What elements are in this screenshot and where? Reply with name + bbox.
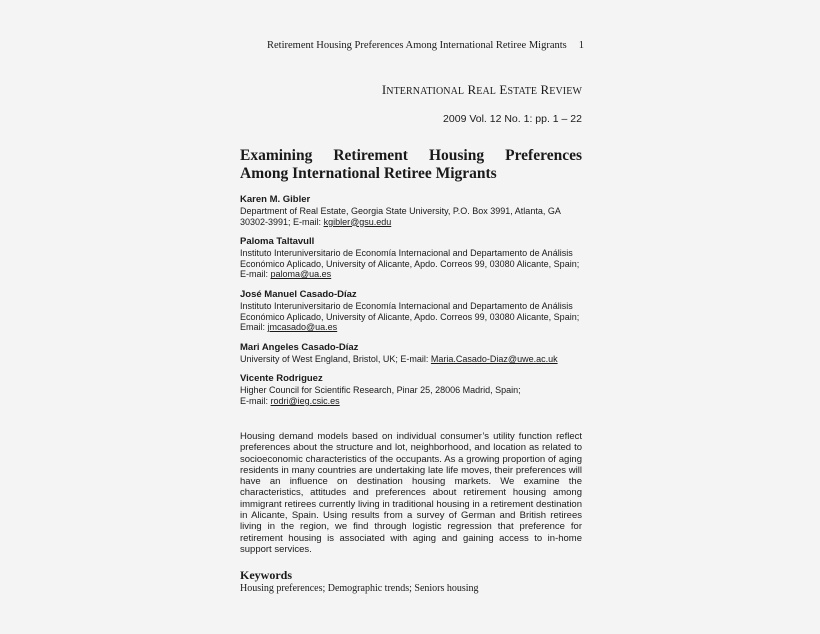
journal-word-1-rest: NTERNATIONAL (386, 86, 465, 97)
author-name: Paloma Taltavull (240, 236, 315, 248)
author-email-link[interactable]: rodri@ieg.csic.es (270, 395, 340, 406)
author-affiliation-line (240, 354, 585, 365)
author-affiliation: 30302-3991; E-mail: (240, 216, 324, 227)
author-affiliation-line (240, 217, 585, 228)
journal-word-4-rest: EVIEW (549, 86, 582, 97)
journal-word-1-initial: I (381, 82, 387, 97)
author-email-link[interactable]: jmcasado@ua.es (267, 322, 338, 333)
journal-word-2-initial: R (467, 82, 477, 97)
abstract: Housing demand models based on individual consumer’s utility function reflect preferences about the structure and lot, neighborhood, and location as related to socioeconomic characteristics of the occupants. As a growing proportion of aging residents in many countries are undertaking late life moves, their preferences will have an influence on destination housing markets. We examine the characteristics, attitudes and preferences about retirement housing among immigrant retirees currently living in traditional housing in a retirement destination in Alicante, Spain. Using results from a survey of German and British retirees living in the region, we find through logistic regression that preference for retirement housing is associated with aging and gaining access to in-home support services. (240, 431, 582, 555)
author-affiliation: Económico Aplicado, University of Alicante, Apdo. Correos 99, 03080 Alicante, Spain; (240, 311, 580, 322)
author-affiliation: E-mail: (240, 269, 271, 280)
author-affiliation: Department of Real Estate, Georgia State University, P.O. Box 3991, Atlanta, GA (240, 206, 561, 216)
author-block (240, 289, 585, 333)
keywords-heading: Keywords (240, 568, 292, 582)
author-affiliation: Económico Aplicado, University of Alicante, Apdo. Correos 99, 03080 Alicante, Spain; (240, 258, 580, 269)
author-block (240, 236, 585, 280)
author-affiliation: University of West England, Bristol, UK; E-mail: (240, 353, 431, 364)
author-list (240, 194, 585, 416)
author-block (240, 373, 585, 406)
keywords-list: Housing preferences; Demographic trends; Seniors housing (240, 583, 479, 594)
running-head (240, 40, 584, 51)
author-email-link[interactable]: paloma@ua.es (270, 269, 332, 280)
author-name: José Manuel Casado-Díaz (240, 288, 357, 300)
page-number: 1 (578, 40, 584, 51)
author-email-link[interactable]: Maria.Casado-Diaz@uwe.ac.uk (430, 353, 558, 364)
journal-word-3-rest: STATE (507, 86, 538, 97)
paper-title (240, 147, 582, 183)
author-block (240, 194, 585, 227)
author-name: Vicente Rodriguez (240, 373, 323, 385)
author-affiliation: Instituto Interuniversitario de Economía Internacional and Departamento de Análisis (240, 300, 573, 311)
issue-info: 2009 Vol. 12 No. 1: pp. 1 – 22 (443, 113, 582, 125)
author-name: Mari Angeles Casado-Díaz (240, 341, 359, 353)
author-affiliation-line (240, 396, 585, 407)
journal-word-2-rest: EAL (476, 86, 497, 97)
author-email-link[interactable]: kgibler@gsu.edu (323, 216, 392, 227)
author-affiliation: Instituto Interuniversitario de Economía Internacional and Departamento de Análisis (240, 248, 573, 259)
paper-title-line-1: Examining Retirement Housing Preferences (240, 147, 582, 164)
author-affiliation: Higher Council for Scientific Research, Pinar 25, 28006 Madrid, Spain; (240, 385, 521, 396)
author-affiliation: E-mail: (240, 395, 271, 406)
journal-word-4-initial: R (540, 82, 550, 97)
author-affiliation-line (240, 322, 585, 333)
running-head-title: Retirement Housing Preferences Among International Retiree Migrants (267, 40, 567, 51)
author-name: Karen M. Gibler (240, 194, 311, 205)
journal-name (240, 82, 582, 98)
author-affiliation: Email: (240, 322, 268, 333)
author-affiliation-line (240, 269, 585, 280)
author-block (240, 342, 585, 365)
paper-title-line-2: Among International Retiree Migrants (240, 165, 497, 182)
journal-word-3-initial: E (499, 82, 508, 97)
